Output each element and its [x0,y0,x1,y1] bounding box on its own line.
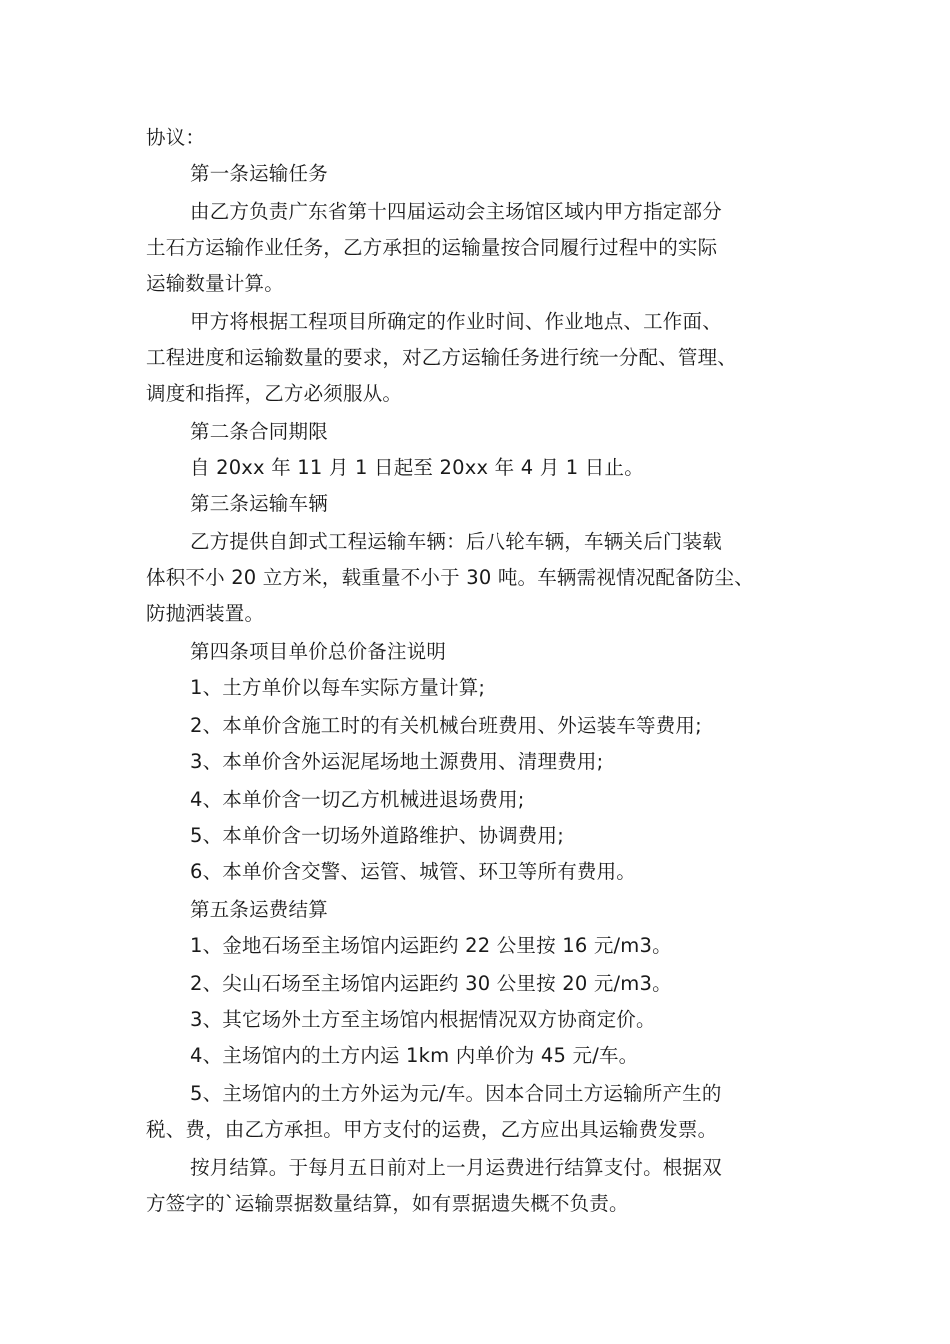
article-4-item-2: 2、本单价含施工时的有关机械台班费用、外运装车等费用; [190,714,702,737]
article-5-item-5-line-1: 5、主场馆内的土方外运为元/车。因本合同土方运输所产生的 [190,1082,722,1105]
article-5-item-3: 3、其它场外土方至主场馆内根据情况双方协商定价。 [190,1008,656,1031]
article-5-item-4: 4、主场馆内的土方内运 1km 内单价为 45 元/车。 [190,1044,639,1067]
article-2-heading: 第二条合同期限 [190,420,328,443]
article-1-paragraph-1-line-2: 土石方运输作业任务，乙方承担的运输量按合同履行过程中的实际 [146,236,718,259]
article-5-heading: 第五条运费结算 [190,898,328,921]
article-4-item-3: 3、本单价含外运泥尾场地土源费用、清理费用; [190,750,604,773]
agreement-label: 协议： [146,126,206,149]
article-5-item-2: 2、尖山石场至主场馆内运距约 30 公里按 20 元/m3。 [190,972,672,995]
article-1-paragraph-2-line-2: 工程进度和运输数量的要求，对乙方运输任务进行统一分配、管理、 [146,346,738,369]
article-3-paragraph-line-2: 体积不小 20 立方米，载重量不小于 30 吨。车辆需视情况配备防尘、 [146,566,754,589]
article-5-settlement-line-1: 按月结算。于每月五日前对上一月运费进行结算支付。根据双 [190,1156,722,1179]
article-3-paragraph-line-1: 乙方提供自卸式工程运输车辆：后八轮车辆，车辆关后门装载 [190,530,722,553]
article-1-paragraph-1-line-3: 运输数量计算。 [146,272,284,295]
article-1-heading: 第一条运输任务 [190,162,328,185]
article-2-term: 自 20xx 年 11 月 1 日起至 20xx 年 4 月 1 日止。 [190,456,644,479]
article-4-item-5: 5、本单价含一切场外道路维护、协调费用; [190,824,564,847]
article-3-paragraph-line-3: 防抛洒装置。 [146,602,265,625]
article-4-item-1: 1、土方单价以每车实际方量计算; [190,676,486,699]
article-3-heading: 第三条运输车辆 [190,492,328,515]
article-1-paragraph-1-line-1: 由乙方负责广东省第十四届运动会主场馆区域内甲方指定部分 [190,200,722,223]
article-1-paragraph-2-line-3: 调度和指挥，乙方必须服从。 [146,382,403,405]
article-4-heading: 第四条项目单价总价备注说明 [190,640,447,663]
article-5-item-1: 1、金地石场至主场馆内运距约 22 公里按 16 元/m3。 [190,934,672,957]
article-5-settlement-line-2: 方签字的`运输票据数量结算，如有票据遗失概不负责。 [146,1192,629,1215]
article-4-item-6: 6、本单价含交警、运管、城管、环卫等所有费用。 [190,860,637,883]
article-4-item-4: 4、本单价含一切乙方机械进退场费用; [190,788,525,811]
article-1-paragraph-2-line-1: 甲方将根据工程项目所确定的作业时间、作业地点、工作面、 [190,310,722,333]
article-5-item-5-line-2: 税、费，由乙方承担。甲方支付的运费，乙方应出具运输费发票。 [146,1118,718,1141]
